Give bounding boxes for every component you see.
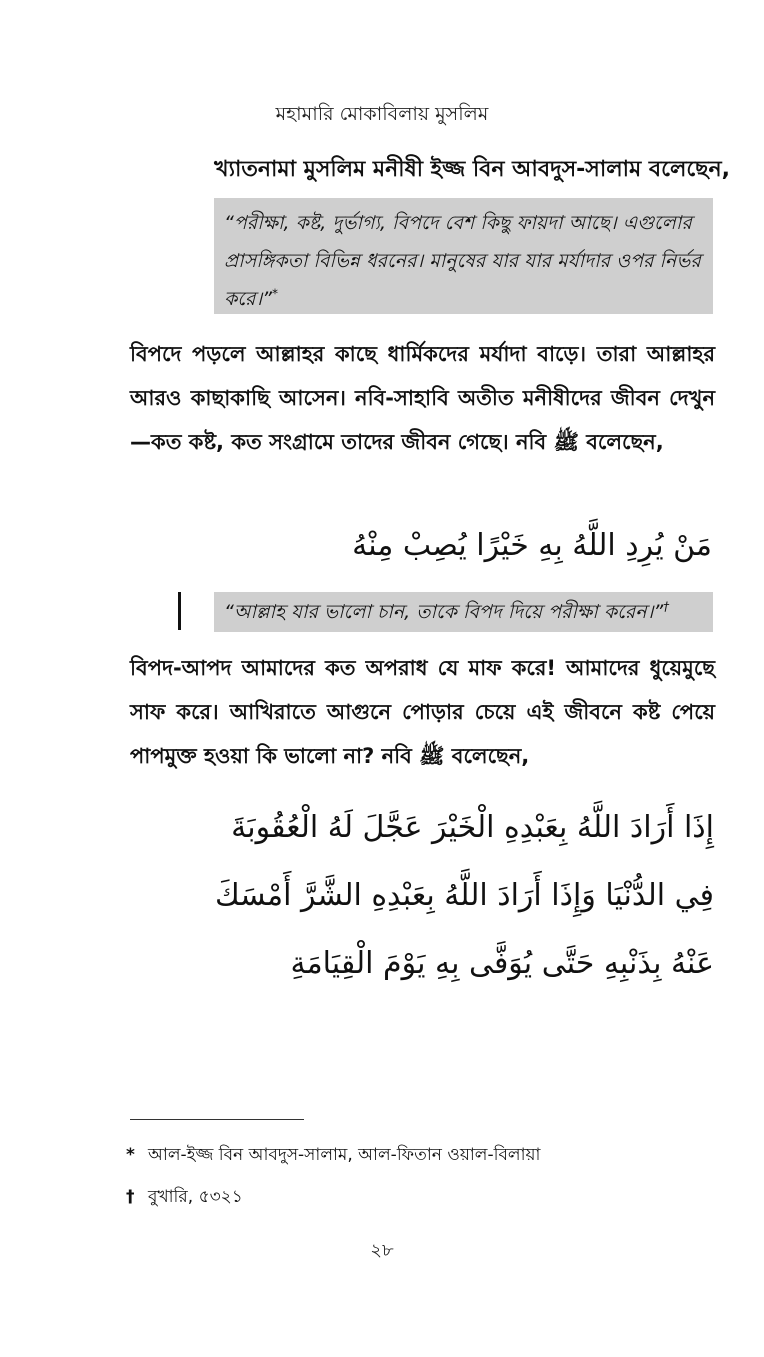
running-title: মহামারি মোকাবিলায় মুসলিম [275,103,489,125]
paragraph-2: বিপদ-আপদ আমাদের কত অপরাধ যে মাফ করে! আমাদের ধুয়েমুছে সাফ করে। আখিরাতে আগুনে পোড়ার চেয়ে এই জীবনে কষ্ট পেয়ে পাপমুক্ত হওয়া কি ভালো না? নবি ﷺ বলেছেন, [130,656,715,768]
footnote-2 [126,1184,243,1212]
arabic-hadith-1: مَنْ يُرِدِ اللَّهُ بِهِ خَيْرًا يُصِبْ مِنْهُ [352,528,712,563]
footnote-1-mark: * [126,1145,135,1165]
quote-2-footnote-mark: † [663,599,670,614]
intro-line: খ্যাতনামা মুসলিম মনীষী ইজ্জ বিন আবদুস-সালাম বলেছেন, [214,157,730,182]
quote-bar [178,592,181,630]
footnote-divider [130,1119,304,1120]
quote-box-2 [214,592,713,632]
page-number: ২৮ [370,1240,394,1261]
footnote-2-text: বুখারি, ৫৩২১ [148,1187,243,1207]
quote-box-1 [214,198,713,314]
footnote-1-text: আল-ইজ্জ বিন আবদুস-সালাম, আল-ফিতান ওয়াল-বিলায়া [148,1145,541,1165]
footnote-2-mark: † [126,1187,135,1207]
arabic-hadith-2: إِذَا أَرَادَ اللَّهُ بِعَبْدِهِ الْخَيْرَ عَجَّلَ لَهُ الْعُقُوبَةَ فِي الدُّنْيَا وَإِذَا أَرَادَ اللَّهُ بِعَبْدِهِ الشَّرَّ أَمْسَكَ عَنْهُ بِذَنْبِهِ حَتَّى يُوَفَّى بِهِ يَوْمَ الْقِيَامَةِ [215,810,714,981]
quote-2-text: “আল্লাহ যার ভালো চান, তাকে বিপদ দিয়ে পরীক্ষা করেন।” [224,601,664,623]
quote-1-footnote-mark: * [272,286,279,301]
paragraph-1: বিপদে পড়লে আল্লাহর কাছে ধার্মিকদের মর্যাদা বাড়ে। তারা আল্লাহর আরও কাছাকাছি আসেন। নবি-সাহাবি অতীত মনীষীদের জীবন দেখুন—কত কষ্ট, কত সংগ্রামে তাদের জীবন গেছে। নবি ﷺ বলেছেন, [130,342,715,454]
footnote-1 [126,1142,540,1170]
quote-1-text: “পরীক্ষা, কষ্ট, দুর্ভাগ্য, বিপদে বেশ কিছু ফায়দা আছে। এগুলোর প্রাসঙ্গিকতা বিভিন্ন ধরনের। মানুষের যার যার মর্যাদার ওপর নির্ভর করে।” [224,212,701,310]
